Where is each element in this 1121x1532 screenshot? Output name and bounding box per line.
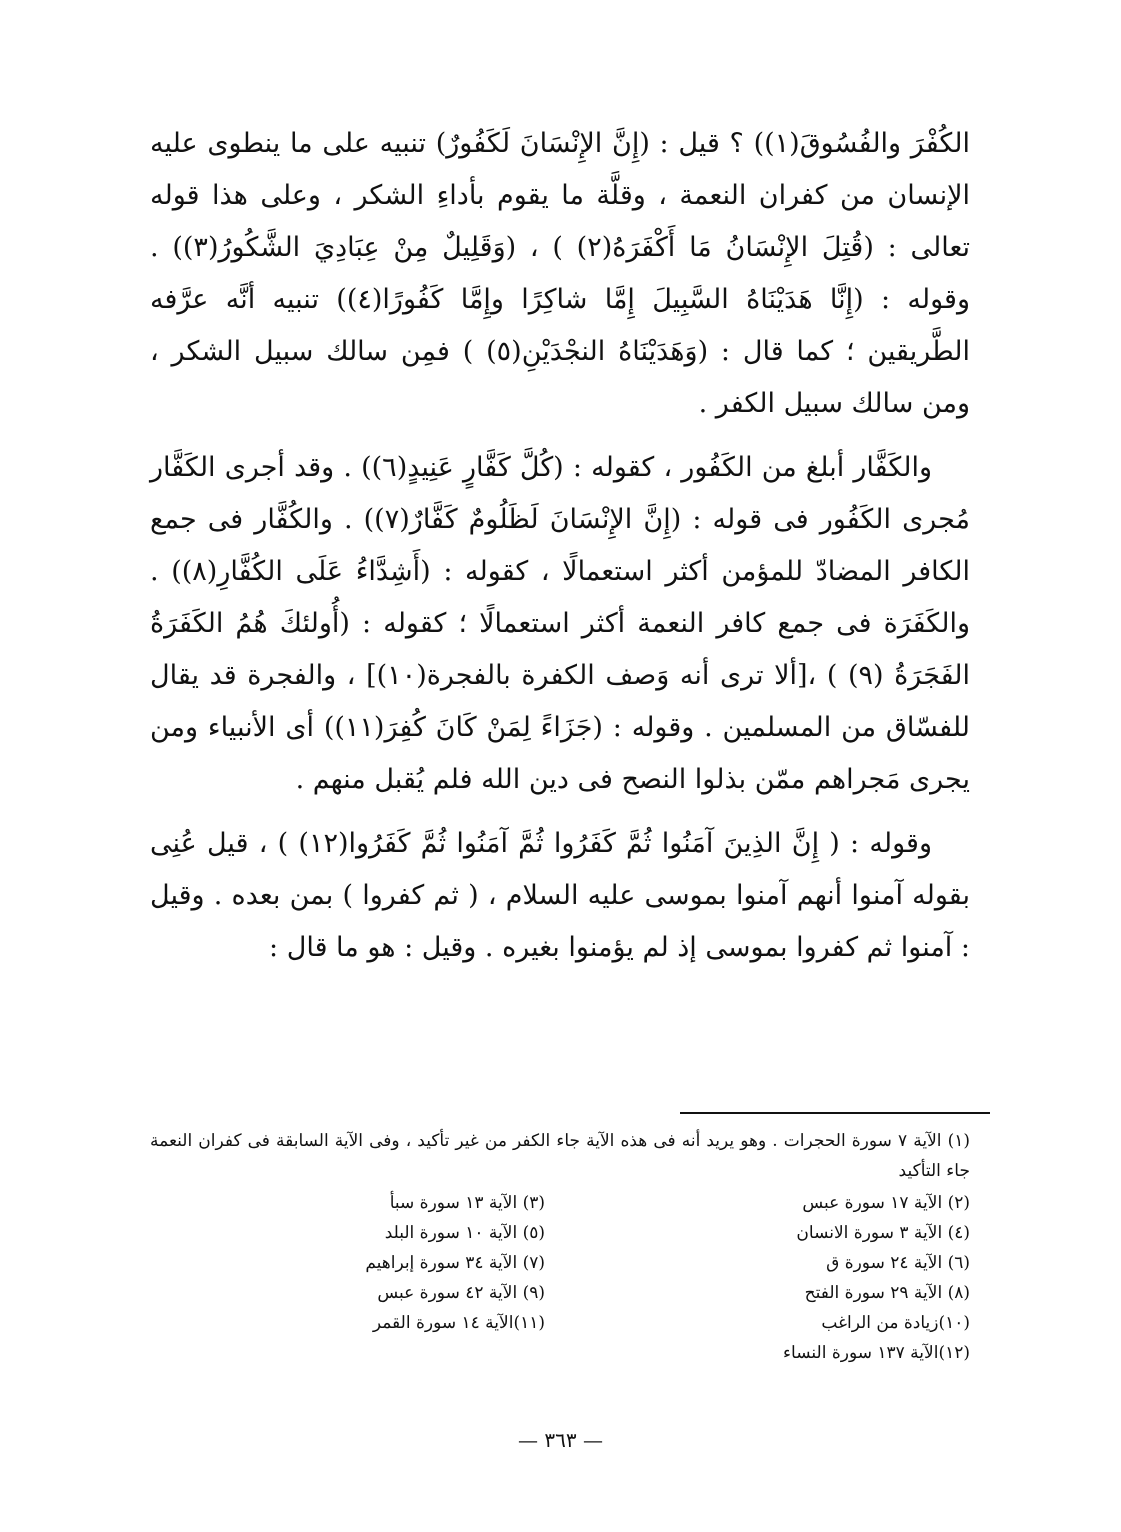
footnote-list xyxy=(150,1188,970,1368)
footnote-2: (٢) الآية ١٧ سورة عبس xyxy=(802,1193,970,1213)
footnote-divider xyxy=(680,1112,990,1114)
footnote-1: (١) الآية ٧ سورة الحجرات . وهو يريد أنه فى هذه الآية جاء الكفر من غير تأكيد ، وفى الآية السابقة فى كفران النعمة جاء التأكيد xyxy=(150,1131,970,1181)
footnote-5: (٥) الآية ١٠ سورة البلد xyxy=(384,1223,545,1243)
paragraph: الكُفْرَ والفُسُوقَ(١)) ؟ قيل : (إِنَّ الإِنْسَانَ لَكَفُورٌ) تنبيه على ما ينطوى عليه الإنسان من كفران النعمة ، وقلَّة ما يقوم بأداءِ الشكر ، وعلى هذا قوله تعالى : (قُتِلَ الإِنْسَانُ مَا أَكْفَرَهُ(٢) ) ، (وَقَلِيلٌ مِنْ عِبَادِيَ الشَّكُورُ(٣)) . وقوله : (إِنَّا هَدَيْنَاهُ السَّبِيلَ إِمَّا شاكِرًا وإِمَّا كَفُورًا(٤)) تنبيه أنَّه عرَّفه الطَّريقين ؛ كما قال : (وَهَدَيْنَاهُ النجْدَيْنِ(٥) ) فمِن سالك سبيل الشكر ، ومن سالك سبيل الكفر . xyxy=(150,128,971,419)
footnote-6: (٦) الآية ٢٤ سورة ق xyxy=(826,1253,970,1273)
page-number: — ٣٦٣ — xyxy=(518,1428,603,1452)
footnote-11: (١١)الآية ١٤ سورة القمر xyxy=(372,1313,545,1333)
footnote-8: (٨) الآية ٢٩ سورة الفتح xyxy=(804,1283,970,1303)
paragraph: وقوله : ( إِنَّ الذِينَ آمَنُوا ثُمَّ كَفَرُوا ثُمَّ آمَنُوا ثُمَّ كَفَرُوا(١٢) ) ، قيل عُنِى بقوله آمنوا أنهم آمنوا بموسى عليه السلام ، ( ثم كفروا ) بمن بعده . وقيل : آمنوا ثم كفروا بموسى إذ لم يؤمنوا بغيره . وقيل : هو ما قال : xyxy=(150,828,970,963)
main-text xyxy=(150,118,970,974)
footnote-12: (١٢)الآية ١٣٧ سورة النساء xyxy=(783,1343,970,1363)
footnote-10: (١٠)زيادة من الراغب xyxy=(821,1313,970,1333)
footnote-7: (٧) الآية ٣٤ سورة إبراهيم xyxy=(365,1253,545,1273)
footnotes xyxy=(150,1126,970,1368)
footnote-3: (٣) الآية ١٣ سورة سبأ xyxy=(389,1193,545,1213)
footnote-4: (٤) الآية ٣ سورة الانسان xyxy=(796,1223,970,1243)
footnote-9: (٩) الآية ٤٢ سورة عبس xyxy=(377,1283,545,1303)
paragraph: والكَفَّار أبلغ من الكَفُور ، كقوله : (كُلَّ كَفَّارٍ عَنِيدٍ(٦)) . وقد أجرى الكَفَّار مُجرى الكَفُور فى قوله : (إِنَّ الإِنْسَانَ لَظَلُومٌ كَفَّارٌ(٧)) . والكُفَّار فى جمع الكافر المضادّ للمؤمن أكثر استعمالًا ، كقوله : (أَشِدَّاءُ عَلَى الكُفَّارِ(٨)) . والكَفَرَة فى جمع كافر النعمة أكثر استعمالًا ؛ كقوله : (أُولئكَ هُمُ الكَفَرَةُ الفَجَرَةُ (٩) ) ،[ألا ترى أنه وَصف الكفرة بالفجرة(١٠)] ، والفجرة قد يقال للفسّاق من المسلمين . وقوله : (جَزَاءً لِمَنْ كَانَ كُفِرَ(١١)) أى الأنبياء ومن يجرى مَجراهم ممّن بذلوا النصح فى دين الله فلم يُقبل منهم . xyxy=(150,452,971,795)
